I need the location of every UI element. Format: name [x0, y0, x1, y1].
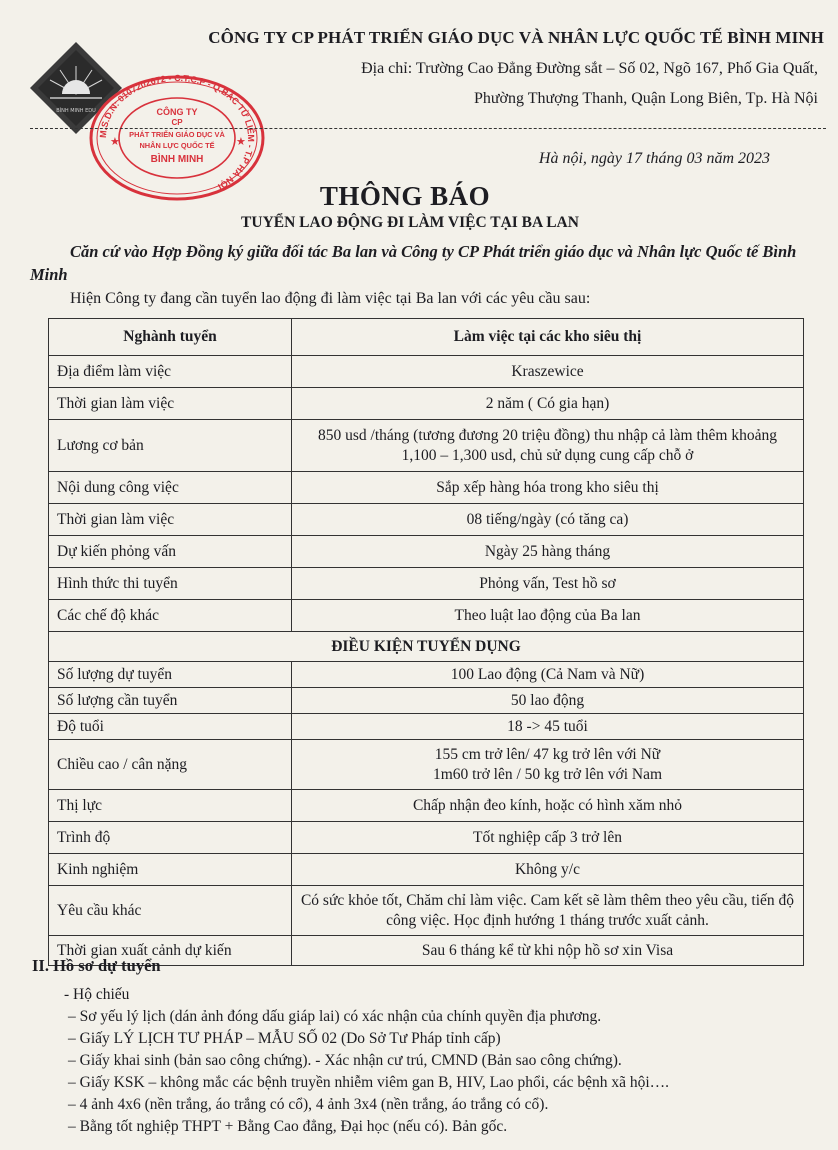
job-details-table: [48, 318, 804, 966]
legal-basis: Căn cứ vào Hợp Đồng ký giữa đối tác Ba lan và Công ty CP Phát triển giáo dục và Nhân lực Quốc tế Bình Minh: [30, 242, 797, 284]
row-label: Lương cơ bản: [49, 420, 292, 472]
conditions-section-title: ĐIỀU KIỆN TUYỂN DỤNG: [49, 632, 804, 662]
table-row: [49, 822, 804, 854]
row-value: [292, 740, 804, 790]
table-row: [49, 600, 804, 632]
intro-text: Hiện Công ty đang cần tuyển lao động đi làm việc tại Ba lan với các yêu cầu sau:: [70, 290, 591, 307]
company-address-line-2: Phường Thượng Thanh, Quận Long Biên, Tp. Hà Nội: [473, 90, 818, 107]
company-name: CÔNG TY CP PHÁT TRIỂN GIÁO DỤC VÀ NHÂN LỰC QUỐC TẾ BÌNH MINH: [208, 28, 824, 47]
row-label: Thời gian làm việc: [49, 504, 292, 536]
row-label: Độ tuổi: [49, 714, 292, 740]
row-label: Thị lực: [49, 790, 292, 822]
row-value: 2 năm ( Có gia hạn): [292, 388, 804, 420]
table-row: [49, 936, 804, 966]
svg-text:★: ★: [236, 135, 246, 148]
table-row: [49, 886, 804, 936]
row-value: Phỏng vấn, Test hồ sơ: [292, 568, 804, 600]
table-row: [49, 790, 804, 822]
row-label: Nội dung công việc: [49, 472, 292, 504]
section-header-row: [49, 632, 804, 662]
row-value: 850 usd /tháng (tương đương 20 triệu đồng) thu nhập cả làm thêm khoảng 1,100 – 1,300 usd, chủ sử dụng cung cấp chỗ ở: [292, 420, 804, 472]
list-item: – Giấy LÝ LỊCH TƯ PHÁP – MẪU SỐ 02 (Do Sở Tư Pháp tỉnh cấp): [68, 1030, 501, 1047]
seal-ring-text: M.S.D.N: 0107202672 - C.T.C.P - Q.BẮC TỪ LIÊM - T.P HÀ NỘI: [97, 73, 257, 192]
row-label: Số lượng dự tuyển: [49, 662, 292, 688]
table-row: [49, 504, 804, 536]
row-label: Số lượng cần tuyển: [49, 688, 292, 714]
row-label: Dự kiến phỏng vấn: [49, 536, 292, 568]
table-row: [49, 568, 804, 600]
table-row: [49, 740, 804, 790]
row-value-line-2: 1m60 trở lên / 50 kg trở lên với Nam: [432, 765, 663, 783]
row-value: 18 -> 45 tuổi: [292, 714, 804, 740]
table-row: [49, 356, 804, 388]
header-value: Làm việc tại các kho siêu thị: [292, 319, 804, 356]
list-item: – Bằng tốt nghiệp THPT + Bằng Cao đẳng, Đại học (nếu có). Bản gốc.: [68, 1118, 508, 1135]
document-date: Hà nội, ngày 17 tháng 03 năm 2023: [538, 150, 770, 167]
row-value: Tốt nghiệp cấp 3 trở lên: [292, 822, 804, 854]
section-2-title: II. Hồ sơ dự tuyển: [32, 956, 161, 975]
row-value: Có sức khỏe tốt, Chăm chỉ làm việc. Cam kết sẽ làm thêm theo yêu cầu, tiến độ công việc. Học định hướng 1 tháng trước xuất cảnh.: [292, 886, 804, 936]
row-label: Chiều cao / cân nặng: [49, 740, 292, 790]
row-label: Các chế độ khác: [49, 600, 292, 632]
seal-line-2: CP: [171, 118, 183, 127]
company-seal: [86, 73, 268, 203]
list-item: – Giấy KSK – không mắc các bệnh truyền nhiễm viêm gan B, HIV, Lao phổi, các bệnh xã hội….: [68, 1074, 670, 1091]
svg-text:★: ★: [110, 135, 120, 148]
table-row: [49, 420, 804, 472]
list-item: – Sơ yếu lý lịch (dán ảnh đóng dấu giáp lai) có xác nhận của chính quyền địa phương.: [68, 1008, 602, 1025]
row-label: Kinh nghiệm: [49, 854, 292, 886]
list-item: – Giấy khai sinh (bản sao công chứng). - Xác nhận cư trú, CMND (Bản sao công chứng).: [68, 1052, 622, 1069]
table-row: [49, 688, 804, 714]
table-row: [49, 388, 804, 420]
row-label: Hình thức thi tuyển: [49, 568, 292, 600]
row-value-line-1: 155 cm trở lên/ 47 kg trở lên với Nữ: [434, 745, 661, 763]
table-row: [49, 714, 804, 740]
row-value: Sau 6 tháng kể từ khi nộp hồ sơ xin Visa: [292, 936, 804, 966]
row-value: 100 Lao động (Cả Nam và Nữ): [292, 662, 804, 688]
row-value: Ngày 25 hàng tháng: [292, 536, 804, 568]
seal-line-4: NHÂN LỰC QUỐC TẾ: [139, 141, 215, 150]
list-item: – 4 ảnh 4x6 (nền trắng, áo trắng có cổ), 4 ảnh 3x4 (nền trắng, áo trắng có cổ).: [68, 1096, 549, 1113]
header-divider: [30, 128, 826, 129]
row-label: Trình độ: [49, 822, 292, 854]
document-title: THÔNG BÁO: [319, 181, 491, 211]
row-value: Kraszewice: [292, 356, 804, 388]
company-address-line-1: Địa chỉ: Trường Cao Đẳng Đường sắt – Số 02, Ngõ 167, Phố Gia Quất,: [361, 60, 818, 77]
row-value: 08 tiếng/ngày (có tăng ca): [292, 504, 804, 536]
row-value: 50 lao động: [292, 688, 804, 714]
row-label: Thời gian làm việc: [49, 388, 292, 420]
row-value: Chấp nhận đeo kính, hoặc có hình xăm nhỏ: [292, 790, 804, 822]
document-subtitle: TUYỂN LAO ĐỘNG ĐI LÀM VIỆC TẠI BA LAN: [241, 214, 579, 231]
table-header-row: [49, 319, 804, 356]
row-value: Theo luật lao động của Ba lan: [292, 600, 804, 632]
table-row: [49, 662, 804, 688]
row-label: Thời gian xuất cảnh dự kiến: [49, 936, 292, 966]
logo-text: BÌNH MINH EDU: [56, 108, 96, 114]
seal-line-5: BÌNH MINH: [150, 154, 204, 165]
table-row: [49, 536, 804, 568]
row-value: Không y/c: [292, 854, 804, 886]
header-key: Nghành tuyển: [49, 319, 292, 356]
list-item: - Hộ chiếu: [64, 986, 130, 1003]
seal-line-3: PHÁT TRIỂN GIÁO DỤC VÀ: [129, 130, 225, 139]
seal-line-1: CÔNG TY: [156, 107, 198, 117]
table-row: [49, 854, 804, 886]
row-label: Yêu cầu khác: [49, 886, 292, 936]
row-label: Địa điểm làm việc: [49, 356, 292, 388]
table-row: [49, 472, 804, 504]
row-value: Sắp xếp hàng hóa trong kho siêu thị: [292, 472, 804, 504]
